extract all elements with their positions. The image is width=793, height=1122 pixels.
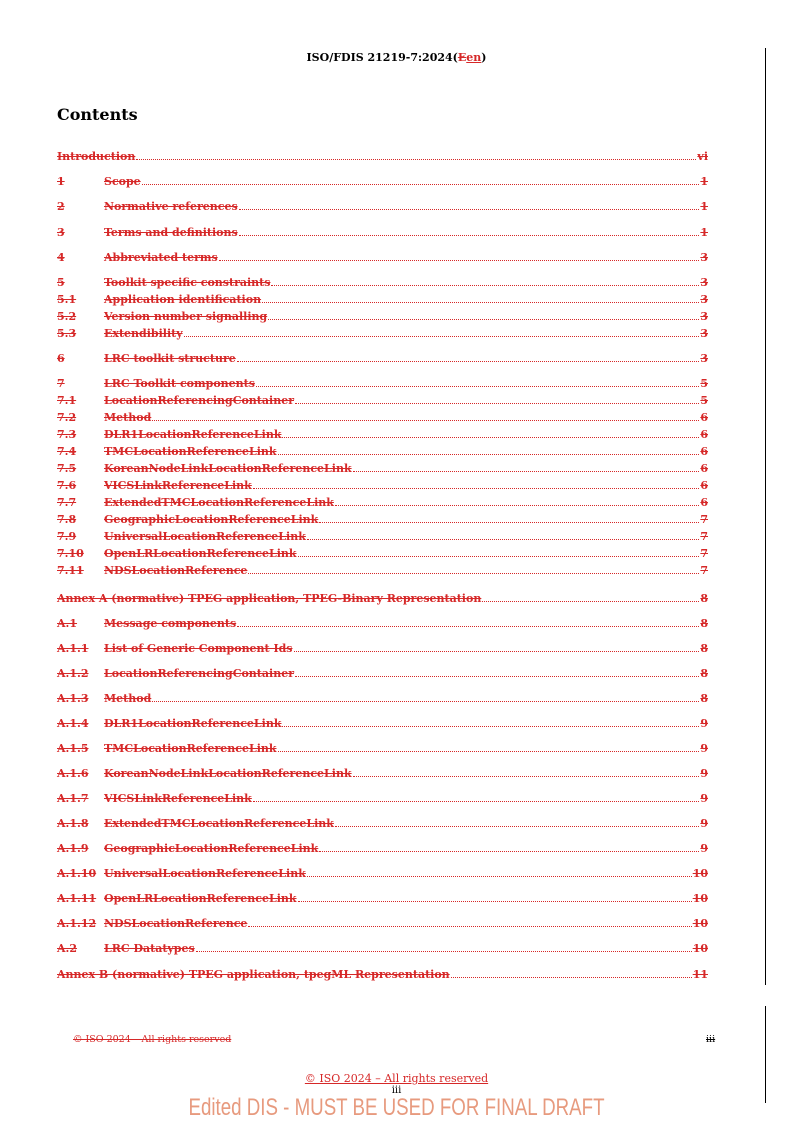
toc-dot-leader [335, 504, 699, 506]
toc-entry-title: Extendibility [104, 327, 183, 340]
toc-entry-title: TMCLocationReferenceLink [104, 742, 277, 755]
toc-dot-leader [256, 385, 699, 387]
toc-entry-title: UniversalLocationReferenceLink [104, 867, 306, 880]
toc-entry-title: NDSLocationReference [104, 917, 248, 930]
toc-entry-number: A.1.8 [57, 817, 89, 830]
footer-new-page-number: iii [391, 1085, 402, 1096]
toc-entry-title: LocationReferencingContainer [104, 667, 294, 680]
toc-entry[interactable] [57, 251, 708, 264]
toc-entry-number: 7.8 [57, 513, 77, 526]
toc-entry-page: 5 [700, 377, 708, 390]
toc-entry[interactable] [57, 513, 708, 526]
toc-entry-title: TMCLocationReferenceLink [104, 445, 277, 458]
toc-entry[interactable] [57, 310, 708, 323]
toc-dot-leader [152, 419, 699, 421]
toc-entry-page: 8 [700, 592, 708, 605]
toc-dot-leader [237, 625, 699, 627]
toc-entry-page: 5 [700, 394, 708, 407]
toc-dot-leader [239, 234, 700, 236]
footer-old-page-number: iii [706, 1034, 716, 1045]
toc-entry-page: 3 [700, 276, 708, 289]
toc-entry-number: 2 [57, 200, 65, 213]
toc-entry-page: 3 [700, 327, 708, 340]
toc-entry[interactable] [57, 792, 708, 805]
toc-entry-title: Scope [104, 175, 141, 188]
toc-entry-number: 7.2 [57, 411, 77, 424]
toc-entry-page: vi [697, 150, 708, 163]
toc-dot-leader [136, 158, 696, 160]
toc-entry-number: A.1.2 [57, 667, 89, 680]
toc-entry[interactable] [57, 564, 708, 577]
toc-entry-page: 6 [700, 428, 708, 441]
toc-entry-page: 3 [700, 251, 708, 264]
toc-entry-number: 5.1 [57, 293, 77, 306]
toc-dot-leader [184, 335, 700, 337]
toc-entry-page: 7 [700, 564, 708, 577]
toc-entry-title: LRC toolkit structure [104, 352, 236, 365]
toc-dot-leader [282, 725, 699, 727]
toc-dot-leader [262, 301, 699, 303]
footer-old-copyright: © ISO 2024 – All rights reserved [73, 1034, 232, 1045]
toc-dot-leader [239, 208, 700, 210]
toc-dot-leader [248, 572, 699, 574]
toc-entry-number: A.2 [57, 942, 78, 955]
toc-dot-leader [219, 259, 700, 261]
toc-dot-leader [294, 650, 700, 652]
toc-entry-title: Message components [104, 617, 237, 630]
toc-entry[interactable] [57, 968, 708, 981]
toc-dot-leader [482, 600, 699, 602]
toc-entry-page: 3 [700, 352, 708, 365]
toc-entry-title: List of Generic Component Ids [104, 642, 293, 655]
toc-entry-number: 7.9 [57, 530, 77, 543]
toc-entry-page: 10 [692, 942, 708, 955]
toc-dot-leader [152, 700, 699, 702]
toc-entry-page: 9 [700, 792, 708, 805]
toc-entry-title: ExtendedTMCLocationReferenceLink [104, 496, 334, 509]
toc-dot-leader [353, 470, 700, 472]
toc-entry-number: 5.3 [57, 327, 77, 340]
toc-entry-page: 7 [700, 530, 708, 543]
toc-entry-number: 7.7 [57, 496, 77, 509]
toc-entry-page: 1 [700, 226, 708, 239]
toc-entry-page: 3 [700, 310, 708, 323]
toc-entry[interactable] [57, 867, 708, 880]
toc-entry[interactable] [57, 767, 708, 780]
toc-entry-title: DLR1LocationReferenceLink [104, 717, 282, 730]
toc-entry-number: A.1.12 [57, 917, 97, 930]
toc-entry[interactable] [57, 150, 708, 163]
toc-entry-title: GeographicLocationReferenceLink [104, 842, 319, 855]
toc-entry-page: 9 [700, 742, 708, 755]
toc-entry[interactable] [57, 817, 708, 830]
toc-dot-leader [253, 800, 700, 802]
toc-entry[interactable] [57, 642, 708, 655]
toc-entry[interactable] [57, 667, 708, 680]
toc-entry[interactable] [57, 428, 708, 441]
toc-entry-number: Annex A (normative) TPEG application, TPEG-Binary Representation [57, 592, 482, 605]
toc-dot-leader [295, 402, 699, 404]
toc-dot-leader [319, 521, 699, 523]
toc-entry-page: 7 [700, 513, 708, 526]
toc-entry-number: A.1.11 [57, 892, 97, 905]
toc-entry-title: Method [104, 692, 152, 705]
toc-entry-page: 9 [700, 817, 708, 830]
document-header [0, 51, 793, 64]
toc-entry-page: 3 [700, 293, 708, 306]
toc-entry-title: Abbreviated terms [104, 251, 218, 264]
toc-entry[interactable] [57, 742, 708, 755]
toc-entry[interactable] [57, 592, 708, 605]
toc-entry-title: Method [104, 411, 152, 424]
toc-entry-page: 1 [700, 200, 708, 213]
draft-watermark: Edited DIS - MUST BE USED FOR FINAL DRAFT [188, 1094, 605, 1121]
toc-entry-title: NDSLocationReference [104, 564, 248, 577]
toc-dot-leader [253, 487, 700, 489]
toc-entry-title: LRC Toolkit components [104, 377, 255, 390]
toc-entry[interactable] [57, 445, 708, 458]
toc-entry-page: 9 [700, 842, 708, 855]
toc-dot-leader [248, 925, 691, 927]
toc-entry-title: Version number signalling [104, 310, 268, 323]
header-deleted-text: E [457, 51, 467, 64]
toc-dot-leader [237, 360, 700, 362]
toc-entry-number: Introduction [57, 150, 136, 163]
toc-entry[interactable] [57, 942, 708, 955]
toc-entry[interactable] [57, 327, 708, 340]
toc-entry-number: 7.10 [57, 547, 84, 560]
toc-entry[interactable] [57, 479, 708, 492]
toc-entry-page: 10 [692, 867, 708, 880]
toc-entry-page: 6 [700, 479, 708, 492]
toc-entry-number: A.1.10 [57, 867, 97, 880]
toc-entry-title: Application identification [104, 293, 262, 306]
toc-entry-number: 7.4 [57, 445, 77, 458]
toc-entry-page: 10 [692, 917, 708, 930]
header-inserted-text: en [466, 51, 482, 64]
toc-entry-title: ExtendedTMCLocationReferenceLink [104, 817, 334, 830]
toc-entry-title: OpenLRLocationReferenceLink [104, 547, 297, 560]
toc-entry-title: VICSLinkReferenceLink [104, 792, 252, 805]
toc-entry-page: 8 [700, 667, 708, 680]
toc-entry-title: LocationReferencingContainer [104, 394, 294, 407]
toc-dot-leader [196, 950, 692, 952]
toc-entry-number: A.1.9 [57, 842, 89, 855]
toc-entry[interactable] [57, 617, 708, 630]
toc-dot-leader [142, 183, 700, 185]
toc-entry-number: 7.3 [57, 428, 77, 441]
toc-entry-page: 9 [700, 717, 708, 730]
toc-entry-title: DLR1LocationReferenceLink [104, 428, 282, 441]
toc-entry-page: 6 [700, 411, 708, 424]
toc-entry-number: 7.5 [57, 462, 77, 475]
toc-entry-number: 3 [57, 226, 65, 239]
toc-entry[interactable] [57, 175, 708, 188]
toc-entry[interactable] [57, 842, 708, 855]
toc-entry-page: 6 [700, 445, 708, 458]
toc-entry-number: A.1.4 [57, 717, 89, 730]
toc-entry-number: A.1.5 [57, 742, 89, 755]
toc-entry-title: Terms and definitions [104, 226, 238, 239]
toc-dot-leader [295, 675, 699, 677]
toc-dot-leader [335, 825, 699, 827]
toc-dot-leader [271, 284, 699, 286]
toc-dot-leader [451, 976, 692, 978]
toc-entry-title: KoreanNodeLinkLocationReferenceLink [104, 767, 352, 780]
toc-entry-number: 1 [57, 175, 65, 188]
toc-entry-page: 6 [700, 462, 708, 475]
toc-dot-leader [282, 436, 699, 438]
toc-entry[interactable] [57, 692, 708, 705]
toc-dot-leader [268, 318, 699, 320]
toc-entry[interactable] [57, 917, 708, 930]
toc-entry-number: 5 [57, 276, 65, 289]
toc-entry-page: 8 [700, 617, 708, 630]
toc-entry-page: 7 [700, 547, 708, 560]
toc-dot-leader [307, 875, 692, 877]
toc-entry-number: A.1.6 [57, 767, 89, 780]
toc-entry-title: VICSLinkReferenceLink [104, 479, 252, 492]
toc-entry-number: 6 [57, 352, 65, 365]
toc-entry-page: 11 [692, 968, 708, 981]
toc-entry-page: 8 [700, 642, 708, 655]
change-bar-top [765, 48, 766, 985]
toc-entry-title: GeographicLocationReferenceLink [104, 513, 319, 526]
contents-heading: Contents [57, 105, 138, 124]
header-suffix: ) [481, 51, 487, 64]
toc-entry-number: 5.2 [57, 310, 77, 323]
toc-entry-title: Toolkit specific constraints [104, 276, 271, 289]
toc-entry-number: 4 [57, 251, 65, 264]
toc-entry[interactable] [57, 530, 708, 543]
header-prefix: ISO/FDIS 21219-7:2024( [306, 51, 458, 64]
toc-entry-page: 10 [692, 892, 708, 905]
toc-dot-leader [278, 453, 700, 455]
toc-entry-number: Annex B (normative) TPEG application, tpegML Representation [57, 968, 450, 981]
toc-entry-title: Normative references [104, 200, 238, 213]
toc-entry-number: A.1.3 [57, 692, 89, 705]
toc-entry[interactable] [57, 462, 708, 475]
toc-entry-number: A.1.1 [57, 642, 89, 655]
toc-entry-number: 7.11 [57, 564, 84, 577]
toc-entry[interactable] [57, 352, 708, 365]
toc-entry-number: 7.6 [57, 479, 77, 492]
toc-entry-number: 7.1 [57, 394, 77, 407]
toc-dot-leader [298, 900, 692, 902]
toc-entry[interactable] [57, 717, 708, 730]
toc-entry-title: KoreanNodeLinkLocationReferenceLink [104, 462, 352, 475]
toc-entry[interactable] [57, 293, 708, 306]
toc-entry-page: 8 [700, 692, 708, 705]
toc-entry[interactable] [57, 394, 708, 407]
toc-entry-page: 1 [700, 175, 708, 188]
toc-entry[interactable] [57, 411, 708, 424]
toc-entry[interactable] [57, 200, 708, 213]
toc-dot-leader [307, 538, 700, 540]
toc-entry-page: 6 [700, 496, 708, 509]
toc-entry-number: 7 [57, 377, 65, 390]
toc-dot-leader [353, 775, 700, 777]
toc-entry-page: 9 [700, 767, 708, 780]
toc-entry[interactable] [57, 226, 708, 239]
toc-entry-title: OpenLRLocationReferenceLink [104, 892, 297, 905]
toc-dot-leader [278, 750, 700, 752]
toc-entry-title: UniversalLocationReferenceLink [104, 530, 306, 543]
toc-entry[interactable] [57, 892, 708, 905]
toc-entry-number: A.1.7 [57, 792, 89, 805]
toc-entry-number: A.1 [57, 617, 78, 630]
toc-dot-leader [298, 555, 700, 557]
toc-entry[interactable] [57, 377, 708, 390]
toc-entry[interactable] [57, 547, 708, 560]
toc-entry[interactable] [57, 276, 708, 289]
footer-new-copyright: © ISO 2024 – All rights reserved [304, 1072, 489, 1085]
toc-entry[interactable] [57, 496, 708, 509]
toc-dot-leader [319, 850, 699, 852]
toc-entry-title: LRC Datatypes [104, 942, 195, 955]
